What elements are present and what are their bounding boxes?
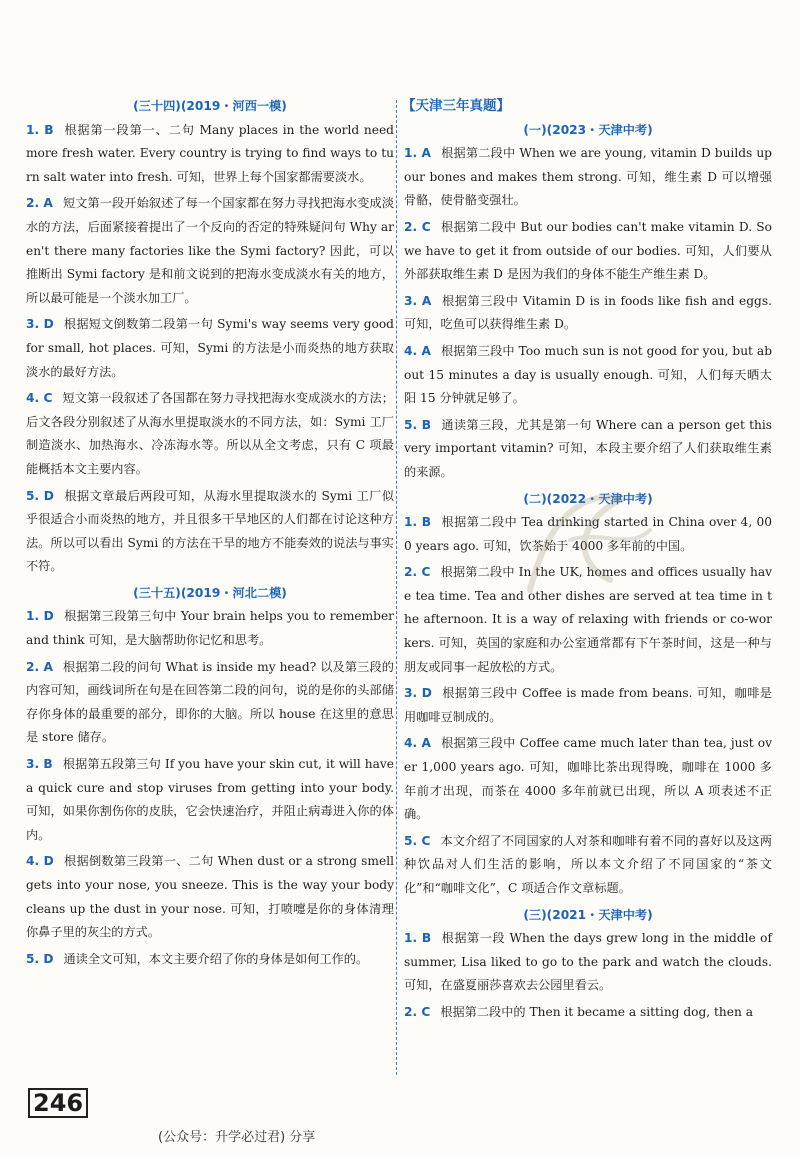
section-2023: [404, 119, 772, 485]
answer-item: [404, 142, 772, 213]
explanation-text: 短文第一段开始叙述了每一个国家都在努力寻找把海水变成淡水的方法，后面紧接着提出了一个反向的否定的特殊疑问句 Why aren't there many factories like the Symi factory? 因此，可以推断出 Symi factory 是和前文说到的把海水变成淡水有关的地方，所以最可能是一个淡水加工厂。: [26, 196, 395, 305]
section-34: [26, 95, 394, 579]
explanation-text: 根据第五段第三句 If you have your skin cut, it will have a quick cure and stop viruses from getting into your body. 可知，如果你割伤你的皮肤，它会快速治疗，并阻止病毒进入你的体内。: [26, 757, 394, 842]
answer-key: 3. A: [404, 293, 432, 308]
section-35: [26, 582, 394, 972]
answer-item: [404, 290, 772, 337]
explanation-text: 根据第三段中 Coffee came much later than tea, just over 1,000 years ago. 可知，咖啡比茶出现得晚，咖啡在 1000 多年前才出现，而茶在 4000 多年前就已出现，所以 A 项表述不正确。: [404, 736, 772, 822]
answer-key: 3. B: [26, 757, 53, 772]
watermark-logo-icon: [510, 470, 670, 610]
explanation-text: 根据第一段第一、二句 Many places in the world need more fresh water. Every country is trying to find ways to turn salt water into fresh. 可知，世界上每个国家都需要淡水。: [26, 122, 394, 184]
section-heading: (三十四)(2019・河西一模): [133, 99, 287, 113]
answer-key: 1. D: [26, 609, 54, 624]
explanation-text: 根据第三段第三句中 Your brain helps you to remember and think 可知，是大脑帮助你记忆和思考。: [26, 609, 394, 648]
section-2021: [404, 904, 772, 1025]
column-divider: [396, 100, 397, 1075]
answer-key: 2. C: [404, 219, 431, 234]
answer-item: [26, 850, 394, 944]
answer-item: [26, 119, 394, 190]
answer-key: 1. A: [404, 146, 431, 161]
page-number: 246: [28, 1088, 88, 1118]
answer-key: 1. B: [404, 931, 432, 946]
answer-item: [26, 948, 394, 972]
answer-item: [404, 216, 772, 287]
answer-key: 2. C: [404, 1004, 431, 1019]
explanation-text: 根据第二段中 When we are young, vitamin D builds up our bones and makes them strong. 可知，维生素 D 可以增强骨骼，使骨骼变强壮。: [404, 146, 772, 208]
answer-item: [404, 340, 772, 411]
left-column: [26, 95, 394, 974]
part-title: 【天津三年真题】: [402, 98, 510, 114]
answer-item: [26, 387, 394, 481]
answer-item: [26, 192, 394, 310]
explanation-text: 短文第一段叙述了各国都在努力寻找把海水变成淡水的方法；后文各段分别叙述了从海水里提取淡水的不同方法，如：Symi 工厂制造淡水、加热海水、冷冻海水等。所以从全文考虑，只有 C 项最能概括本文主要内容。: [26, 391, 394, 476]
answer-key: 4. D: [26, 854, 54, 869]
answer-key: 5. C: [404, 833, 431, 848]
answer-item: [404, 1001, 772, 1025]
answer-item: [404, 682, 772, 729]
answer-item: [404, 830, 772, 901]
answer-key: 5. D: [26, 951, 54, 966]
explanation-text: 根据第三段中 Vitamin D is in foods like fish and eggs. 可知，吃鱼可以获得维生素 D。: [404, 293, 772, 332]
answer-key: 1. B: [26, 122, 54, 137]
section-heading: (三)(2021・天津中考): [523, 907, 653, 922]
section-heading: (一)(2023・天津中考): [523, 122, 653, 137]
answer-key: 5. D: [26, 488, 54, 503]
answer-item: [26, 313, 394, 384]
footer-credit: (公众号：升学必过君) 分享: [158, 1130, 316, 1145]
explanation-text: 通读全文可知，本文主要介绍了你的身体是如何工作的。: [63, 951, 369, 966]
answer-key: 4. A: [404, 736, 431, 751]
explanation-text: 根据文章最后两段可知，从海水里提取淡水的 Symi 工厂似乎很适合小而炎热的地方，并且很多干旱地区的人们都在讨论这种方法。所以可以看出 Symi 的方法在干旱的地方不能奏效的说法与事实不符。: [26, 488, 394, 574]
explanation-text: 根据短文倒数第二段第一句 Symi's way seems very good for small, hot places. 可知，Symi 的方法是小而炎热的地方获取淡水的最好方法。: [26, 317, 394, 379]
answer-key: 2. C: [404, 565, 431, 580]
explanation-text: 根据第二段中 In the UK, homes and offices usually have tea time. Tea and other dishes are served at tea time in the afternoon. It is a way of relaxing with friends or co-workers. 可知，英国的家庭和办公室通常都有下午茶时间，这是一种与朋友或同事一起放松的方式。: [404, 565, 772, 674]
answer-key: 5. B: [404, 417, 431, 432]
answer-item: [26, 605, 394, 652]
explanation-text: 根据第二段中 Tea drinking started in China over 4, 000 years ago. 可知，饮茶始于 4000 多年前的中国。: [404, 515, 772, 553]
explanation-text: 根据第二段的问句 What is inside my head? 以及第三段的内容可知，画线词所在句是在回答第二段的问句，说的是你的头部储存你身体的最重要的部分，即你的大脑。所以 house 在这里的意思是 store 储存。: [26, 659, 394, 745]
answer-key: 2. A: [26, 659, 53, 674]
answer-key: 4. A: [404, 343, 431, 358]
answer-key: 3. D: [404, 686, 432, 701]
answer-item: [26, 656, 394, 750]
explanation-text: 根据第二段中的 Then it became a sitting dog, then a: [440, 1004, 753, 1019]
explanation-text: 根据倒数第三段第一、二句 When dust or a strong smell gets into your nose, you sneeze. This is the way your body cleans up the dust in your nose. 可知，打喷嚏是你的身体清理你鼻子里的灰尘的方式。: [26, 854, 394, 940]
explanation-text: 本文介绍了不同国家的人对茶和咖啡有着不同的喜好以及这两种饮品对人们生活的影响，所以本文介绍了不同国家的“茶文化”和“咖啡文化”，C 项适合作文章标题。: [404, 833, 772, 895]
answer-key: 2. A: [26, 196, 53, 211]
answer-item: [404, 927, 772, 998]
explanation-text: 根据第三段中 Coffee is made from beans. 可知，咖啡是用咖啡豆制成的。: [404, 686, 772, 724]
section-heading: (二)(2022・天津中考): [523, 491, 653, 506]
answer-key: 4. C: [26, 391, 53, 406]
section-heading: (三十五)(2019・河北二模): [133, 585, 287, 600]
answer-item: [26, 753, 394, 847]
explanation-text: 通读第三段，尤其是第一句 Where can a person get this very important vitamin? 可知，本段主要介绍了人们获取维生素的来源。: [404, 417, 772, 479]
answer-key: 3. D: [26, 317, 54, 332]
explanation-text: 根据第三段中 Too much sun is not good for you, but about 15 minutes a day is usually enough. 可知，人们每天晒太阳 15 分钟就足够了。: [404, 343, 772, 406]
answer-item: [26, 485, 394, 579]
answer-key: 1. B: [404, 515, 432, 530]
answer-item: [404, 732, 772, 826]
explanation-text: 根据第一段 When the days grew long in the middle of summer, Lisa liked to go to the park and watch the clouds. 可知，在盛夏丽莎喜欢去公园里看云。: [404, 931, 772, 993]
explanation-text: 根据第二段中 But our bodies can't make vitamin D. So we have to get it from outside of our bodies. 可知，人们要从外部获取维生素 D 是因为我们的身体不能生产维生素 D。: [404, 219, 772, 282]
